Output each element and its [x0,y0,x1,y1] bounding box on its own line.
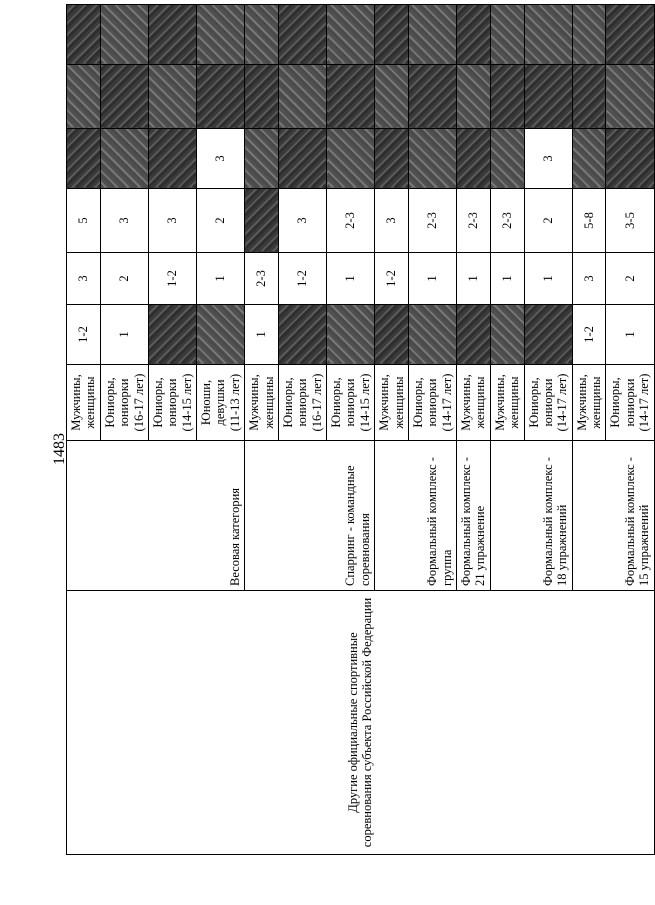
shaded-cell [572,129,606,189]
place-cell: 1 [100,305,148,365]
competition-category: Другие официальные спортивные соревнования субъекта Российской Федерации [67,591,655,855]
age-group-cell: Мужчины, женщины [490,365,524,441]
place-cell: 3 [100,189,148,253]
shaded-cell [100,65,148,129]
shaded-cell [490,305,524,365]
place-cell: 3 [197,129,245,189]
place-cell: 3 [67,253,101,305]
age-group-cell: Юниоры, юниорки (14-17 лет) [408,365,456,441]
shaded-cell [524,65,572,129]
age-group-cell: Мужчины, женщины [67,365,101,441]
place-cell: 2 [100,253,148,305]
shaded-cell [572,5,606,65]
shaded-cell [327,305,375,365]
place-cell: 1 [606,305,654,365]
shaded-cell [375,129,409,189]
age-group-cell: Юниоры, юниорки (14-15 лет) [327,365,375,441]
place-cell: 1 [408,253,456,305]
shaded-cell [457,305,491,365]
discipline-cell: Формальный комплекс - 21 упражнение [457,441,491,591]
age-group-cell: Юниоры, юниорки (14-17 лет) [606,365,654,441]
shaded-cell [375,5,409,65]
shaded-cell [490,5,524,65]
shaded-cell [148,129,196,189]
results-table [66,4,655,855]
place-cell: 2 [524,189,572,253]
shaded-cell [245,189,279,253]
shaded-cell [457,5,491,65]
shaded-cell [524,305,572,365]
shaded-cell [100,5,148,65]
place-cell: 1 [197,253,245,305]
place-cell: 2 [197,189,245,253]
shaded-cell [148,5,196,65]
place-cell: 2-3 [408,189,456,253]
shaded-cell [148,65,196,129]
age-group-cell: Мужчины, женщины [245,365,279,441]
age-group-cell: Юниоры, юниорки (14-17 лет) [524,365,572,441]
place-cell: 1-2 [572,305,606,365]
shaded-cell [524,5,572,65]
shaded-cell [327,65,375,129]
shaded-cell [278,305,326,365]
age-group-cell: Юноши, девушки (11-13 лет) [197,365,245,441]
place-cell: 3 [524,129,572,189]
place-cell: 1 [457,253,491,305]
shaded-cell [457,129,491,189]
place-cell: 5-8 [572,189,606,253]
place-cell: 5 [67,189,101,253]
shaded-cell [408,65,456,129]
shaded-cell [457,65,491,129]
shaded-cell [245,129,279,189]
shaded-cell [408,5,456,65]
shaded-cell [197,65,245,129]
place-cell: 1-2 [67,305,101,365]
discipline-cell: Формальный комплекс - 15 упражнений [572,441,654,591]
discipline-cell: Формальный комплекс - 18 упражнений [490,441,572,591]
shaded-cell [490,129,524,189]
shaded-cell [375,305,409,365]
place-cell: 1 [245,305,279,365]
age-group-cell: Юниоры, юниорки (16-17 лет) [100,365,148,441]
place-cell: 1 [524,253,572,305]
discipline-cell: Весовая категория [67,441,245,591]
shaded-cell [408,305,456,365]
shaded-cell [278,129,326,189]
place-cell: 3-5 [606,189,654,253]
shaded-cell [606,5,654,65]
results-table-rotated [66,65,652,855]
shaded-cell [67,5,101,65]
shaded-cell [148,305,196,365]
shaded-cell [327,5,375,65]
place-cell: 2-3 [457,189,491,253]
shaded-cell [245,65,279,129]
place-cell: 2-3 [490,189,524,253]
age-group-cell: Мужчины, женщины [375,365,409,441]
discipline-cell: Формальный комплекс - группа [375,441,457,591]
place-cell: 3 [375,189,409,253]
place-cell: 2-3 [327,189,375,253]
place-cell: 3 [572,253,606,305]
place-cell: 1-2 [375,253,409,305]
age-group-cell: Мужчины, женщины [457,365,491,441]
discipline-cell: Спарринг - командные соревнования [245,441,375,591]
place-cell: 3 [278,189,326,253]
place-cell: 1-2 [148,253,196,305]
shaded-cell [100,129,148,189]
shaded-cell [67,129,101,189]
place-cell: 2-3 [245,253,279,305]
place-cell: 3 [148,189,196,253]
page-number: 1483 [51,433,68,465]
shaded-cell [278,5,326,65]
table-row [67,5,101,855]
place-cell: 2 [606,253,654,305]
age-group-cell: Юниоры, юниорки (14-15 лет) [148,365,196,441]
shaded-cell [197,305,245,365]
place-cell: 1 [490,253,524,305]
shaded-cell [606,65,654,129]
place-cell: 1-2 [278,253,326,305]
shaded-cell [606,129,654,189]
shaded-cell [278,65,326,129]
shaded-cell [490,65,524,129]
shaded-cell [408,129,456,189]
shaded-cell [197,5,245,65]
age-group-cell: Мужчины, женщины [572,365,606,441]
shaded-cell [67,65,101,129]
shaded-cell [327,129,375,189]
shaded-cell [245,5,279,65]
place-cell: 1 [327,253,375,305]
age-group-cell: Юниоры, юниорки (16-17 лет) [278,365,326,441]
shaded-cell [375,65,409,129]
shaded-cell [572,65,606,129]
